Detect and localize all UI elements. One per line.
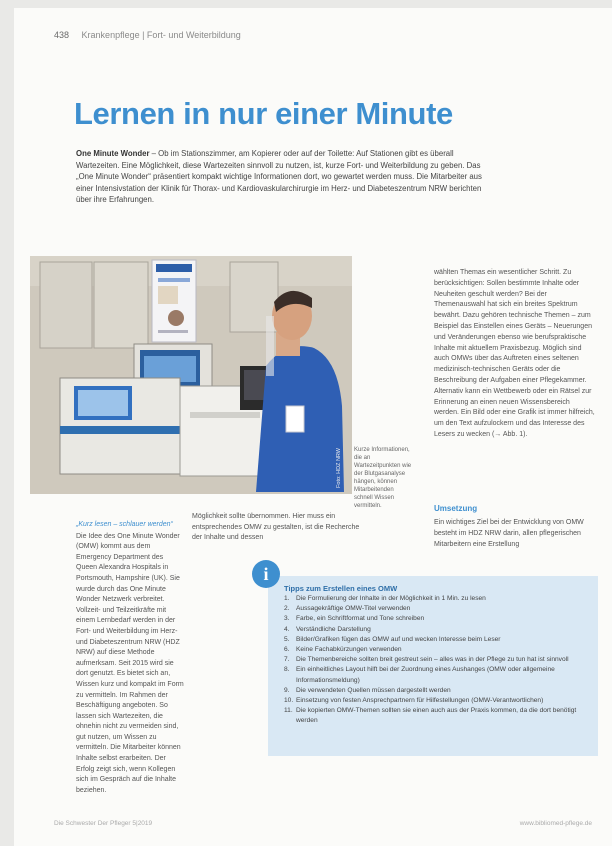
list-item: 3. Farbe, ein Schriftformat und Tone schreiben	[284, 615, 425, 623]
list-item: 7. Die Themenbereiche sollten breit gestreut sein – alles was in der Pflege zu tun hat ist sinnvoll	[284, 656, 569, 664]
list-item: 8. Ein einheitliches Layout hilft bei der Zuordnung eines Aushanges (OMW oder allgemeine Informationsmeldung)	[284, 666, 555, 684]
tips-infobox	[268, 576, 598, 756]
list-item: 6. Keine Fachabkürzungen verwenden	[284, 646, 402, 654]
magazine-page	[14, 8, 612, 846]
article-photo	[30, 256, 352, 494]
info-icon: i	[252, 560, 280, 588]
left-column	[76, 520, 186, 796]
section-heading: Umsetzung	[434, 504, 478, 513]
page-number: 438	[54, 30, 70, 40]
photo-illustration	[30, 256, 352, 494]
article-title: Lernen in nur einer Minute	[74, 96, 453, 131]
section-name: Krankenpflege | Fort- und Weiterbildung	[81, 30, 241, 40]
lead-text: – Ob im Stationszimmer, am Kopierer oder auf der Toilette: Auf Stationen gibt es überall Wartezeiten. Eine Möglichkeit, diese Wartezeiten sinnvoll zu nutzen, ist, kurze Fort- und Weiterbildung zu geben. Das „One Minute Wonder“ präsentiert kompakt wichtige Informationen dort, wo gewartet werden muss. Die Mitarbeiter aus einer Intensivstation der Klinik für Thorax- und Kardiovaskularchirurgie im Herz- und Diabeteszentrum NRW berichten über ihre Erfahrungen.	[76, 149, 482, 204]
lead-paragraph	[76, 148, 486, 206]
tips-list	[284, 594, 590, 727]
photo-caption: Kurze Informationen, die an Wartezeitpunkten wie der Blutgasanalyse hängen, können Mitarbeitenden schnell Wissen vermitteln.	[354, 447, 412, 509]
list-item: 4. Verständliche Darstellung	[284, 625, 371, 633]
photo-credit: Foto: HDZ NRW	[336, 448, 342, 488]
right-column-text: wählten Themas ein wesentlicher Schritt. Zu berücksichtigen: Sollen bestimmte Inhalte oder Neuheiten geschult werden? Bei der Themenauswahl hat sich ein breites Spektrum bewährt. Dazu gehören technische Themen – zum Beispiel das Einstellen eines Geräts – Neuerungen und Veränderungen ebenso wie berufspraktische Inhalte mit aktuellem Praxisbezug. Möglich sind auch OMWs über das Auftreten eines seltenen medizinisch-technischen Geräts oder die Beschreibung der Aufgaben einer Pflegekammer. Alternativ kann ein Wettbewerb oder ein Rätsel zur Erinnerung an einen neuen Wissensbereich werden. Ein Bild oder eine Grafik ist immer hilfreich, um den Text aufzulockern und das Interesse des Lesers zu wecken (→ Abb. 1).	[434, 269, 595, 438]
list-item: 2. Aussagekräftige OMW-Titel verwenden	[284, 605, 411, 613]
list-item: 11. Die kopierten OMW-Themen sollten sie einen auch aus der Praxis kommen, da die dort benötigt werden	[284, 707, 577, 725]
right-column-text-2: Ein wichtiges Ziel bei der Entwicklung von OMW besteht im HDZ NRW darin, allen pflegerischen Mitarbeitern eine Erstellung	[434, 519, 584, 548]
footer-right: www.bibliomed-pflege.de	[519, 820, 592, 827]
list-item: 9. Die verwendeten Quellen müssen dargestellt werden	[284, 686, 451, 694]
middle-column-text: Möglichkeit sollte übernommen. Hier muss ein entsprechendes OMW zu gestalten, ist die Recherche der Inhalte und dessen	[192, 513, 360, 542]
list-item: 5. Bilder/Grafiken fügen das OMW auf und wecken Interesse beim Leser	[284, 635, 501, 643]
left-column-text: Die Idee des One Minute Wonder (OMW) kommt aus dem Emergency Department des Queen Alexandra Hospitals in Portsmouth, Hampshire (UK). Sie wurde durch das One Minute Wonder Netzwerk verbreitet. Vollzeit- und Teilzeitkräfte mit einem Lernbedarf werden in der Fort- und Weiterbildung im Herz- und Diabeteszentrum NRW (HDZ NRW) auf diese Methode aufmerksam. Seit 2015 wird sie dort genutzt. Es bietet sich an, Wissen kurz und kompakt im Form zu vermitteln. Im Rahmen der Beschäftigung angeboten. So lassen sich Wartezeiten, die ohnehin nicht zu vermeiden sind, gut nutzen, um Wissen zu vermitteln. Die Mitarbeiter können Inhalte selbst erarbeiten. Der Erfolg zeigt sich, wenn Kollegen sich im Gespräch auf die Inhalte beziehen.	[76, 532, 184, 794]
list-item: 10. Einsetzung von festen Ansprechpartnern für Hilfestellungen (OMW-Verantwortlichen)	[284, 697, 544, 705]
infobox-title: Tipps zum Erstellen eines OMW	[284, 584, 398, 593]
running-header	[54, 30, 241, 40]
list-item: 1. Die Formulierung der Inhalte in der Möglichkeit in 1 Min. zu lesen	[284, 595, 486, 602]
footer-left: Die Schwester Der Pfleger 5|2019	[54, 820, 153, 827]
kicker-label: „Kurz lesen – schlauer werden“	[76, 521, 173, 528]
lead-bold: One Minute Wonder	[76, 149, 150, 158]
